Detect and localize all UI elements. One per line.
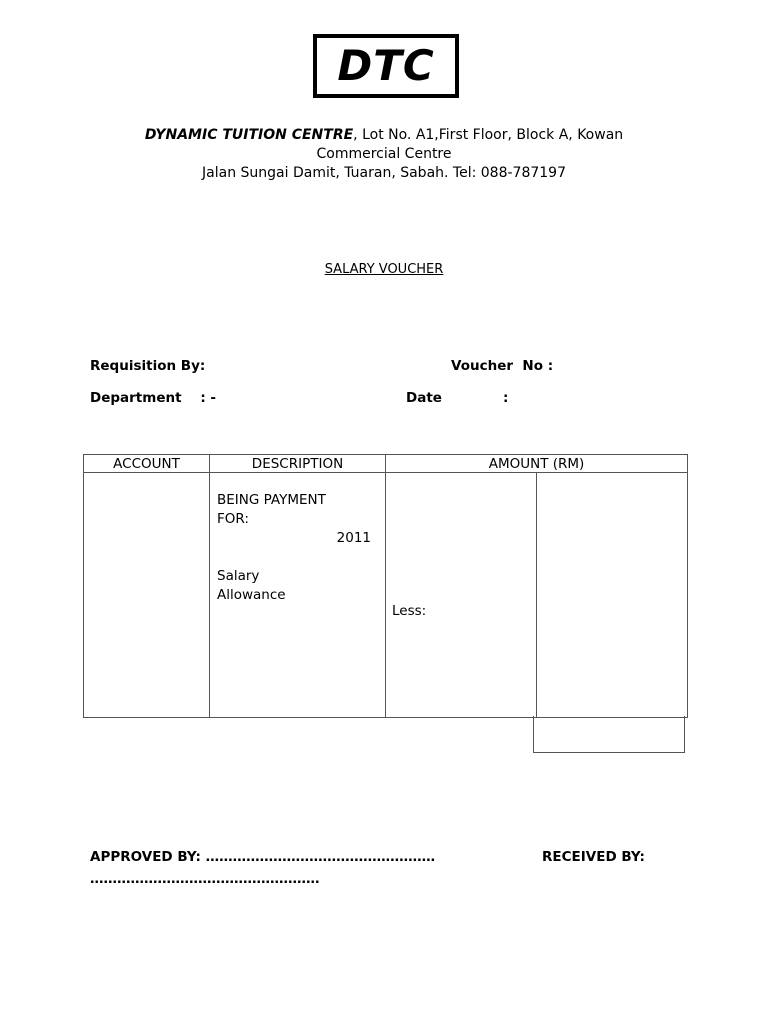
letterhead: [100, 126, 668, 183]
header-description: DESCRIPTION: [210, 455, 386, 473]
received-by-label: RECEIVED BY:: [542, 849, 645, 865]
description-line-1: BEING PAYMENT: [217, 492, 326, 508]
header-amount: AMOUNT (RM): [386, 455, 688, 473]
description-cell: [210, 473, 386, 718]
department-label: Department : -: [90, 390, 217, 406]
address-line-2: Commercial Centre: [316, 146, 452, 162]
address-line-1-text: , Lot No. A1,First Floor, Block A, Kowan: [353, 127, 624, 143]
voucher-table: [83, 454, 688, 718]
logo-text: DTC: [337, 41, 435, 90]
approved-by-line: APPROVED BY: ……………………………………………: [90, 849, 436, 865]
header-account: ACCOUNT: [84, 455, 210, 473]
page-title: SALARY VOUCHER: [324, 262, 444, 277]
org-name: DYNAMIC TUITION CENTRE: [144, 127, 354, 143]
date-label: Date :: [406, 390, 509, 406]
amount-cell-left: [386, 473, 537, 718]
table-row: [84, 473, 688, 718]
requisition-by-label: Requisition By:: [90, 358, 206, 374]
address-line-3: Jalan Sungai Damit, Tuaran, Sabah. Tel: 088-787197: [202, 165, 566, 181]
received-by-line: ……………………………………………: [90, 871, 320, 887]
logo: [313, 34, 459, 98]
description-year: 2011: [336, 530, 371, 546]
less-label: Less:: [392, 603, 427, 619]
amount-cell-right: [537, 473, 688, 718]
description-line-2: FOR:: [217, 511, 249, 527]
table-header-row: [84, 455, 688, 473]
voucher-no-label: Voucher No :: [451, 358, 554, 374]
address-line-1: [100, 126, 668, 145]
description-item-salary: Salary: [217, 568, 260, 584]
description-item-allowance: Allowance: [217, 587, 286, 603]
total-amount-box: [533, 716, 685, 753]
account-cell: [84, 473, 210, 718]
